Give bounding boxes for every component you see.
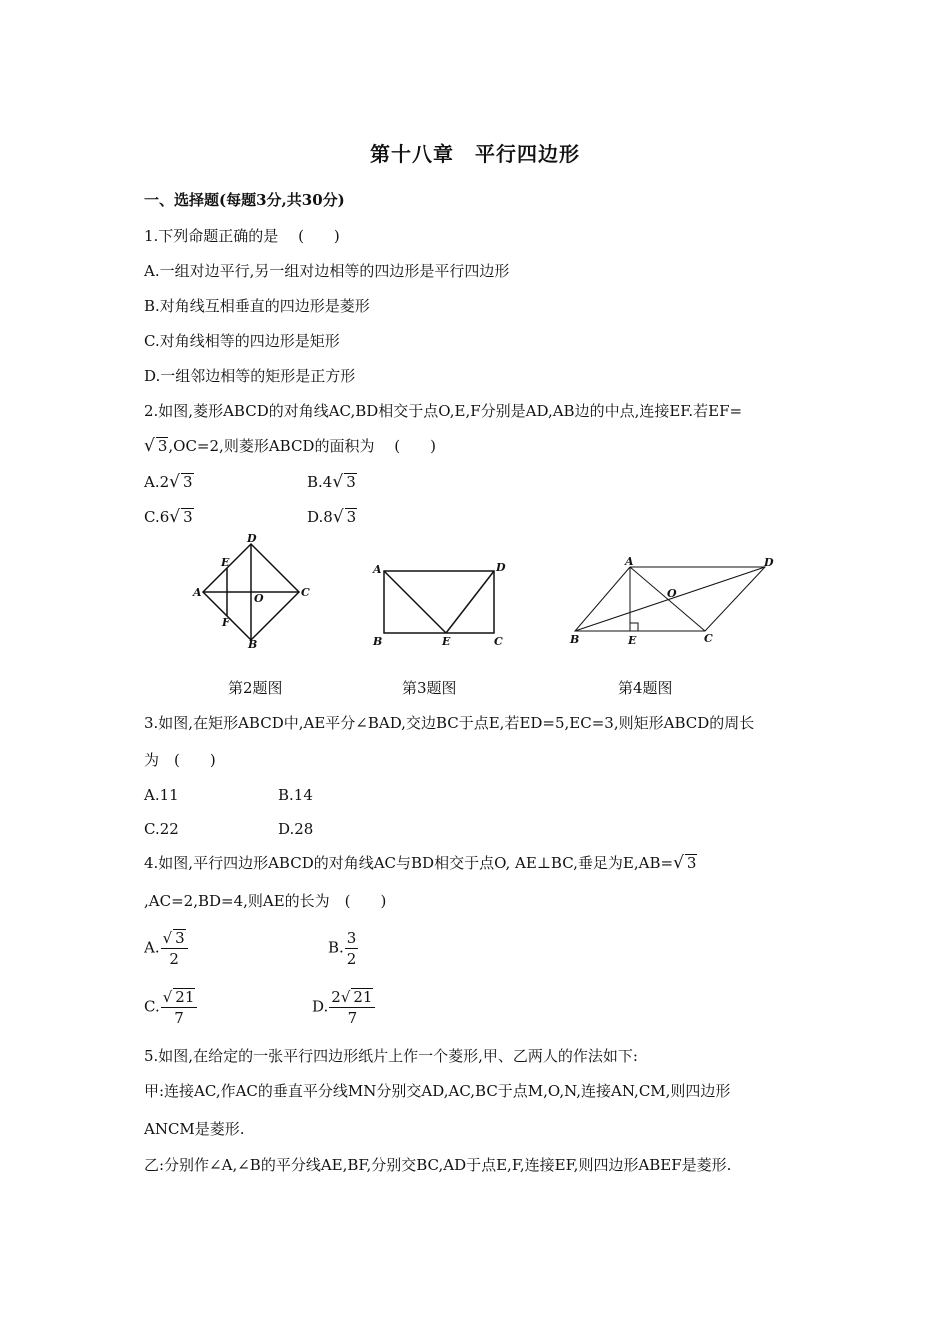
question-5-line-4: 乙:分别作∠A,∠B的平分线AE,BF,分别交BC,AD于点E,F,连接EF,则四边形ABEF是菱形. (144, 1156, 732, 1174)
question-4-line-2: ,AC=2,BD=4,则AE的长为 ( ) (144, 892, 387, 910)
question-2-option-a: A.2√ 3 (144, 472, 193, 492)
question-3-line-1: 3.如图,在矩形ABCD中,AE平分∠BAD,交边BC于点E,若ED=5,EC=3,则矩形ABCD的周长 (144, 714, 755, 732)
fig3-label-b: B (373, 635, 383, 648)
section-heading: 一、选择题(每题3分,共30分) (144, 191, 345, 209)
question-2-option-d: D.8√ 3 (307, 507, 357, 527)
question-1-stem: 1.下列命题正确的是 ( ) (144, 227, 340, 245)
fig2-label-a: A (193, 586, 202, 599)
question-3-line-2: 为 ( ) (144, 751, 216, 769)
question-4-option-a: A. $\frac{√ 3}{2}$ (144, 928, 188, 969)
fig3-label-e: E (442, 635, 451, 648)
fig3-label-d: D (496, 561, 506, 574)
figure-4-parallelogram (565, 553, 785, 653)
question-4-option-b: B. $\frac{3}{2}$ (328, 929, 357, 968)
question-1-option-a: A.一组对边平行,另一组对边相等的四边形是平行四边形 (144, 262, 510, 280)
fig2-label-b: B (248, 638, 258, 650)
fig4-label-a: A (625, 555, 634, 568)
page-title: 第十八章 平行四边形 (370, 142, 580, 166)
question-5-line-2: 甲:连接AC,作AC的垂直平分线MN分别交AD,AC,BC于点M,O,N,连接AN,CM,则四边形 (144, 1082, 731, 1100)
question-4-option-c: C. $\frac{√ 21}{7}$ (144, 987, 197, 1028)
question-3-option-d: D.28 (278, 820, 314, 838)
figure-2-rhombus (185, 530, 325, 650)
question-2-line-2: √ 3,OC=2,则菱形ABCD的面积为 ( ) (144, 436, 436, 456)
fig4-label-e: E (628, 634, 637, 647)
question-3-option-a: A.11 (144, 786, 179, 804)
question-1-option-b: B.对角线互相垂直的四边形是菱形 (144, 297, 370, 315)
q4-sqrt-radicand: 3 (686, 854, 697, 872)
fig3-label-a: A (373, 563, 382, 576)
fig2-label-c: C (301, 586, 310, 599)
figure-3-caption: 第3题图 (402, 679, 457, 697)
question-3-option-c: C.22 (144, 820, 179, 838)
question-4-option-d: D. $\frac{2√ 21}{7}$ (312, 987, 375, 1028)
question-2-option-c: C.6√ 3 (144, 507, 193, 527)
fig2-label-e: E (221, 556, 230, 569)
question-4-line-1: 4.如图,平行四边形ABCD的对角线AC与BD相交于点O, AE⊥BC,垂足为E,AB=√ 3 (144, 853, 697, 873)
question-5-line-1: 5.如图,在给定的一张平行四边形纸片上作一个菱形,甲、乙两人的作法如下: (144, 1047, 638, 1065)
fig3-label-c: C (494, 635, 503, 648)
question-3-option-b: B.14 (278, 786, 313, 804)
question-2-line-1: 2.如图,菱形ABCD的对角线AC,BD相交于点O,E,F分别是AD,AB边的中点,连接EF.若EF= (144, 402, 743, 420)
fig4-label-c: C (704, 632, 713, 645)
q2-sqrt-radicand: 3 (157, 437, 168, 455)
question-5-line-3: ANCM是菱形. (144, 1120, 245, 1138)
fig4-label-b: B (570, 633, 580, 646)
fig2-label-d: D (247, 532, 257, 545)
fig4-label-d: D (764, 556, 774, 569)
figure-2-caption: 第2题图 (228, 679, 283, 697)
fig2-label-o: O (254, 592, 264, 605)
fig4-label-o: O (667, 587, 677, 600)
figure-4-caption: 第4题图 (618, 679, 673, 697)
question-2-option-b: B.4√ 3 (307, 472, 356, 492)
q2-line-2-text: ,OC=2,则菱形ABCD的面积为 ( ) (168, 437, 436, 455)
question-1-option-d: D.一组邻边相等的矩形是正方形 (144, 367, 356, 385)
fig2-label-f: F (222, 616, 230, 629)
question-1-option-c: C.对角线相等的四边形是矩形 (144, 332, 340, 350)
figure-3-rectangle (368, 555, 518, 655)
